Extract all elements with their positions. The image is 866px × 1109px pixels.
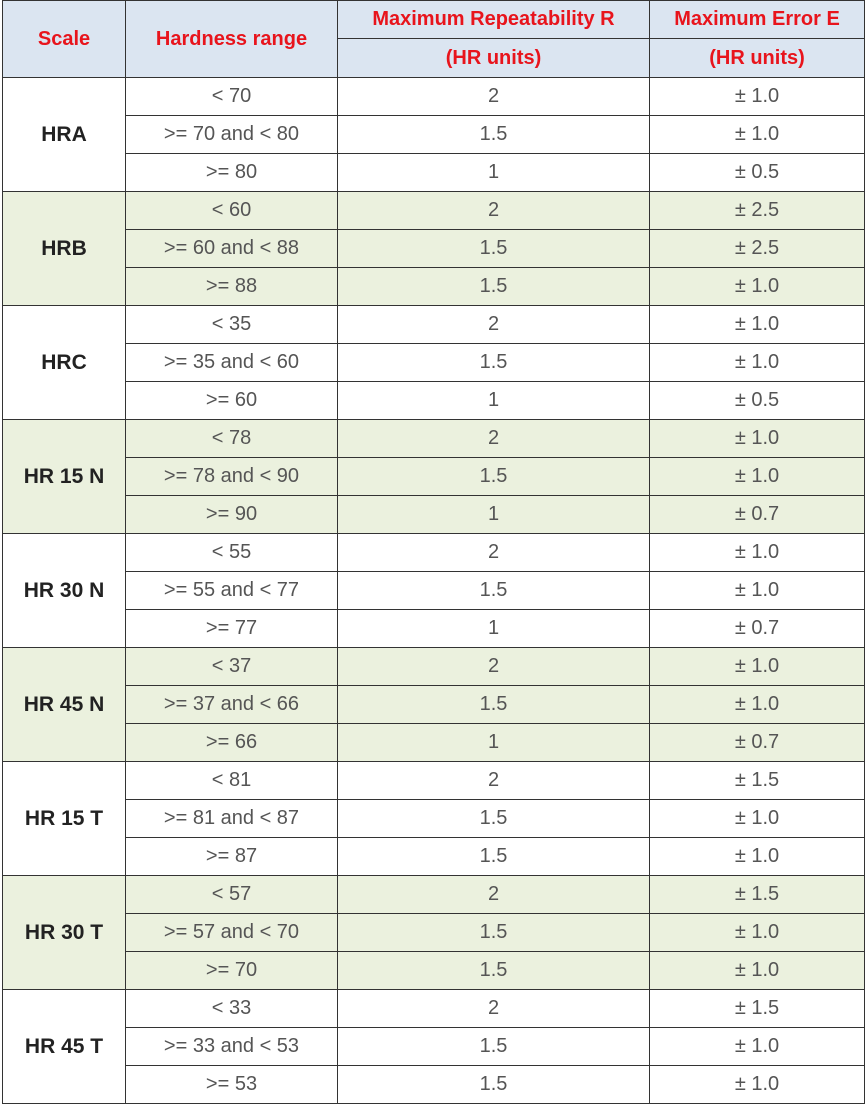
- repeatability-cell: 2: [338, 534, 650, 572]
- header-repeatability: Maximum Repeatability R: [338, 1, 650, 39]
- repeatability-cell: 1.5: [338, 572, 650, 610]
- repeatability-cell: 1: [338, 724, 650, 762]
- table-row: [3, 610, 865, 648]
- table-row: [3, 344, 865, 382]
- error-cell: ± 1.5: [650, 762, 865, 800]
- error-cell: ± 1.0: [650, 268, 865, 306]
- range-cell: < 78: [126, 420, 338, 458]
- range-cell: >= 70 and < 80: [126, 116, 338, 154]
- table-header: [3, 1, 865, 78]
- scale-group: [3, 762, 865, 876]
- range-cell: < 70: [126, 78, 338, 116]
- table-row: [3, 686, 865, 724]
- scale-cell: HRB: [3, 192, 126, 306]
- table-row: [3, 1066, 865, 1104]
- table-row: [3, 306, 865, 344]
- hardness-tolerance-table: [2, 0, 865, 1104]
- repeatability-cell: 1.5: [338, 268, 650, 306]
- repeatability-cell: 1.5: [338, 230, 650, 268]
- range-cell: < 35: [126, 306, 338, 344]
- scale-group: [3, 192, 865, 306]
- range-cell: >= 87: [126, 838, 338, 876]
- error-cell: ± 1.0: [650, 78, 865, 116]
- error-cell: ± 2.5: [650, 230, 865, 268]
- repeatability-cell: 1.5: [338, 914, 650, 952]
- repeatability-cell: 1: [338, 382, 650, 420]
- header-repeatability-units: (HR units): [338, 39, 650, 78]
- table-row: [3, 420, 865, 458]
- table-row: [3, 762, 865, 800]
- repeatability-cell: 2: [338, 192, 650, 230]
- table-row: [3, 534, 865, 572]
- range-cell: >= 55 and < 77: [126, 572, 338, 610]
- table-row: [3, 1028, 865, 1066]
- table-row: [3, 230, 865, 268]
- error-cell: ± 0.7: [650, 610, 865, 648]
- table-row: [3, 800, 865, 838]
- table-row: [3, 192, 865, 230]
- repeatability-cell: 2: [338, 648, 650, 686]
- repeatability-cell: 1.5: [338, 800, 650, 838]
- range-cell: >= 88: [126, 268, 338, 306]
- range-cell: >= 70: [126, 952, 338, 990]
- range-cell: >= 78 and < 90: [126, 458, 338, 496]
- repeatability-cell: 2: [338, 306, 650, 344]
- error-cell: ± 1.0: [650, 1028, 865, 1066]
- repeatability-cell: 2: [338, 78, 650, 116]
- scale-cell: HR 45 T: [3, 990, 126, 1104]
- error-cell: ± 0.5: [650, 154, 865, 192]
- scale-group: [3, 420, 865, 534]
- table-row: [3, 952, 865, 990]
- error-cell: ± 1.0: [650, 458, 865, 496]
- range-cell: >= 37 and < 66: [126, 686, 338, 724]
- scale-group: [3, 876, 865, 990]
- repeatability-cell: 2: [338, 990, 650, 1028]
- range-cell: < 81: [126, 762, 338, 800]
- header-scale: Scale: [3, 1, 126, 78]
- table-row: [3, 458, 865, 496]
- repeatability-cell: 2: [338, 762, 650, 800]
- range-cell: >= 33 and < 53: [126, 1028, 338, 1066]
- table-row: [3, 382, 865, 420]
- range-cell: >= 90: [126, 496, 338, 534]
- range-cell: >= 60 and < 88: [126, 230, 338, 268]
- repeatability-cell: 1.5: [338, 1028, 650, 1066]
- range-cell: >= 66: [126, 724, 338, 762]
- repeatability-cell: 1: [338, 610, 650, 648]
- table-row: [3, 154, 865, 192]
- error-cell: ± 0.5: [650, 382, 865, 420]
- repeatability-cell: 1.5: [338, 686, 650, 724]
- range-cell: >= 77: [126, 610, 338, 648]
- error-cell: ± 1.0: [650, 686, 865, 724]
- table-row: [3, 116, 865, 154]
- header-error: Maximum Error E: [650, 1, 865, 39]
- range-cell: >= 53: [126, 1066, 338, 1104]
- repeatability-cell: 1.5: [338, 116, 650, 154]
- error-cell: ± 1.0: [650, 306, 865, 344]
- repeatability-cell: 1.5: [338, 838, 650, 876]
- error-cell: ± 1.0: [650, 914, 865, 952]
- error-cell: ± 1.0: [650, 344, 865, 382]
- table-row: [3, 724, 865, 762]
- scale-cell: HR 45 N: [3, 648, 126, 762]
- table-row: [3, 876, 865, 914]
- table-row: [3, 914, 865, 952]
- repeatability-cell: 1.5: [338, 458, 650, 496]
- table-row: [3, 78, 865, 116]
- scale-group: [3, 990, 865, 1104]
- scale-group: [3, 648, 865, 762]
- header-hardness-range: Hardness range: [126, 1, 338, 78]
- error-cell: ± 2.5: [650, 192, 865, 230]
- range-cell: >= 35 and < 60: [126, 344, 338, 382]
- scale-cell: HRA: [3, 78, 126, 192]
- table-row: [3, 990, 865, 1028]
- error-cell: ± 1.0: [650, 1066, 865, 1104]
- table-row: [3, 648, 865, 686]
- error-cell: ± 1.5: [650, 876, 865, 914]
- error-cell: ± 1.0: [650, 952, 865, 990]
- error-cell: ± 1.5: [650, 990, 865, 1028]
- error-cell: ± 1.0: [650, 116, 865, 154]
- error-cell: ± 0.7: [650, 724, 865, 762]
- range-cell: < 57: [126, 876, 338, 914]
- scale-cell: HR 30 T: [3, 876, 126, 990]
- range-cell: >= 81 and < 87: [126, 800, 338, 838]
- repeatability-cell: 2: [338, 876, 650, 914]
- scale-group: [3, 78, 865, 192]
- error-cell: ± 1.0: [650, 572, 865, 610]
- error-cell: ± 0.7: [650, 496, 865, 534]
- header-error-units: (HR units): [650, 39, 865, 78]
- range-cell: >= 60: [126, 382, 338, 420]
- scale-cell: HR 15 T: [3, 762, 126, 876]
- scale-cell: HRC: [3, 306, 126, 420]
- error-cell: ± 1.0: [650, 838, 865, 876]
- range-cell: >= 57 and < 70: [126, 914, 338, 952]
- repeatability-cell: 1: [338, 154, 650, 192]
- table-row: [3, 572, 865, 610]
- repeatability-cell: 1.5: [338, 344, 650, 382]
- scale-group: [3, 306, 865, 420]
- table-row: [3, 496, 865, 534]
- scale-cell: HR 30 N: [3, 534, 126, 648]
- repeatability-cell: 2: [338, 420, 650, 458]
- range-cell: < 37: [126, 648, 338, 686]
- error-cell: ± 1.0: [650, 648, 865, 686]
- error-cell: ± 1.0: [650, 800, 865, 838]
- repeatability-cell: 1.5: [338, 1066, 650, 1104]
- range-cell: < 55: [126, 534, 338, 572]
- scale-cell: HR 15 N: [3, 420, 126, 534]
- repeatability-cell: 1: [338, 496, 650, 534]
- range-cell: < 33: [126, 990, 338, 1028]
- range-cell: < 60: [126, 192, 338, 230]
- error-cell: ± 1.0: [650, 420, 865, 458]
- range-cell: >= 80: [126, 154, 338, 192]
- table-row: [3, 838, 865, 876]
- repeatability-cell: 1.5: [338, 952, 650, 990]
- table-row: [3, 268, 865, 306]
- scale-group: [3, 534, 865, 648]
- error-cell: ± 1.0: [650, 534, 865, 572]
